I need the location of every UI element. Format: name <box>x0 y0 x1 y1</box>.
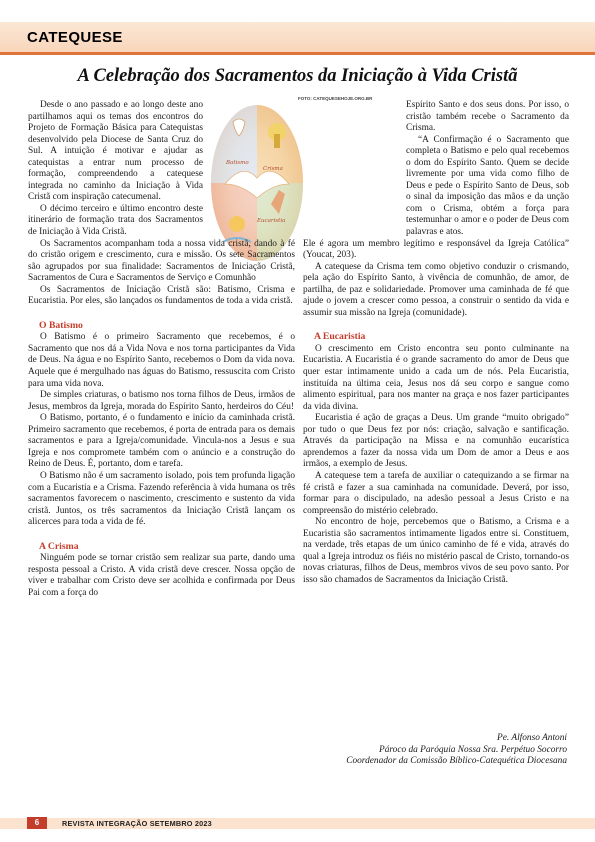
paragraph: O Batismo não é um sacramento isolado, pois tem profunda ligação com a Eucaristia e a Crisma. Fazendo referência à vida humana os três sacramentos favorecem o nascimento, crescimento e sustento da vida cristã. Juntos, os três sacramentos da Iniciação Cristã lançam os alicerces para toda a vida de fé. <box>28 470 295 528</box>
right-narrow-block <box>406 100 569 239</box>
illustration-word-crisma: Crisma <box>263 166 283 172</box>
intro-narrow-block <box>28 100 203 239</box>
paragraph: O Batismo, portanto, é o fundamento e início da caminhada cristã. Primeiro sacramento que recebemos, é porta de entrada para os demais sacramentos e para a Igreja/comunidade. Vincula-nos a Jesus e sua Igreja e nos compromete também com o anúncio e a construção do Reino de Deus. É, portanto, dom e tarefa. <box>28 413 295 470</box>
author-signature <box>346 733 567 768</box>
paragraph: A catequese da Crisma tem como objetivo conduzir o crismando, pela ação do Espírito Santo, à vivência de comunhão, de amor, de partilha, de paz e solidariedade. Promover uma caminhada de fé que ajude o jovem a crescer como pessoa, a construir o sentido da vida e assumir sua missão na Igreja (comunidade). <box>303 261 569 318</box>
photo-credit: FOTO: CATEQUESEHOJE.ORG.BR <box>298 96 373 101</box>
paragraph: O décimo terceiro e último encontro deste itinerário de formação trata dos Sacramentos de Iniciação à Vida Cristã. <box>28 203 203 238</box>
illustration-word-eucaristia: Eucaristia <box>257 218 286 224</box>
paragraph: O Batismo é o primeiro Sacramento que recebemos, é o Sacramento que nos dá a Vida Nova e nos torna participantes da Vida de Deus. Na água e no Espírito Santo, recebemos o Dom da vida nova. Aquele que é mergulhado nas águas do Batismo, ressuscita com Cristo para uma vida nova. <box>28 332 295 389</box>
right-column <box>303 100 569 586</box>
author-name: Pe. Alfonso Antoni <box>497 733 567 743</box>
paragraph: O crescimento em Cristo encontra seu ponto culminante na Eucaristia. A Eucaristia é o grande sacramento do amor de Deus que quer estar intimamente unido a cada um de nós. Pela Eucaristia, instituída na última ceia, Jesus nos dá seu corpo e sangue como alimento espiritual, para nos manter na graça e nos fazer participantes da vida divina. <box>303 343 569 412</box>
paragraph: A catequese tem a tarefa de auxiliar o catequizando a se firmar na fé cristã e fazer a sua caminhada na comunidade. Deverá, por isso, formar para o discipulado, na adesão pessoal a Jesus Cristo e na compreensão do mistério celebrado. <box>303 470 569 516</box>
subheading-crisma: A Crisma <box>39 540 79 552</box>
paragraph: No encontro de hoje, percebemos que o Batismo, a Crisma e a Eucaristia são sacramentos intimamente ligados entre si. Constituem, na verdade, três etapas de um único caminho de fé e vida, através do qual a Igreja introduz os fiéis no mistério pascal de Cristo, tornando-os novas criaturas, filhos de Deus, membros vivos de seu povo santo. Por isso são chamados de Sacramentos da Iniciação Cristã. <box>303 517 569 585</box>
publication-footer: REVISTA INTEGRAÇÃO SETEMBRO 2023 <box>62 819 212 828</box>
header-rule <box>0 52 595 55</box>
paragraph: “A Confirmação é o Sacramento que completa o Batismo e pelo qual recebemos o dom do Espírito Santo. Quem se decide livremente por uma vida como filho de Deus e pede o Espírito Santo de Deus, sob o sinal da imposição das mãos e da unção com o Crisma, obtém a força para testemunhar o amor e o poder de Deus com palavras e atos. <box>406 134 569 238</box>
paragraph: Eucaristia é ação de graças a Deus. Um grande “muito obrigado” por tudo o que Deus fez por nós: criação, salvação e santificação. Através da participação na Missa e na comunhão eucarística aprendemos a fazer da nossa vida um Dom de amor a Deus e aos irmãos, a exemplo de Jesus. <box>303 413 569 470</box>
paragraph: Desde o ano passado e ao longo deste ano partilhamos aqui os temas dos encontros do Projeto de Formação Básica para Catequistas desenvolvido pela Diocese de Santa Cruz do Sul. A intuição é motivar e ajudar as catequistas a entrar num processo de formação, compreendendo a catequese integrada no caminho da Iniciação à Vida Cristã com inspiração catecumenal. <box>28 100 203 203</box>
subheading-batismo: O Batismo <box>39 319 83 331</box>
illustration-word-batismo: Batismo <box>226 160 249 166</box>
author-role: Coordenador da Comissão Bíblico-Catequética Diocesana <box>346 756 567 767</box>
page-number: 6 <box>27 817 47 829</box>
paragraph: Ele é agora um membro legítimo e responsável da Igreja Católica” (Youcat, 203). <box>303 238 569 261</box>
paragraph: Os Sacramentos de Iniciação Cristã são: Batismo, Crisma e Eucaristia. Por eles, são lançados os fundamentos de toda a vida cristã. <box>28 284 295 307</box>
paragraph: Os Sacramentos acompanham toda a nossa vida cristã, dando à fé do cristão origem e crescimento, cura e missão. Os sete Sacramentos são agrupados por sua finalidade: Sacramentos de Iniciação Cristã, Sacramentos de Cura e Sacramentos de Serviço e Comunhão <box>28 238 295 284</box>
left-column <box>28 100 295 599</box>
paragraph: De simples criaturas, o batismo nos torna filhos de Deus, irmãos de Jesus, membros da Igreja, morada do Espírito Santo, herdeiros do Céu! <box>28 390 295 412</box>
author-role: Pároco da Paróquia Nossa Sra. Perpétuo Socorro <box>379 744 567 755</box>
section-label: CATEQUESE <box>27 29 123 46</box>
paragraph: Ninguém pode se tornar cristão sem realizar sua parte, dando uma resposta pessoal a Cristo. A vida cristã deve crescer. Nossa opção de viver e trabalhar com Cristo deve ser acolhida e confirmada por Deus Pai com a força do <box>28 553 295 598</box>
article-title: A Celebração dos Sacramentos da Iniciação à Vida Cristã <box>77 66 518 86</box>
subheading-eucaristia: A Eucaristia <box>314 331 366 343</box>
paragraph: Espírito Santo e dos seus dons. Por isso, o cristão também recebe o Sacramento da Crisma. <box>406 100 569 134</box>
